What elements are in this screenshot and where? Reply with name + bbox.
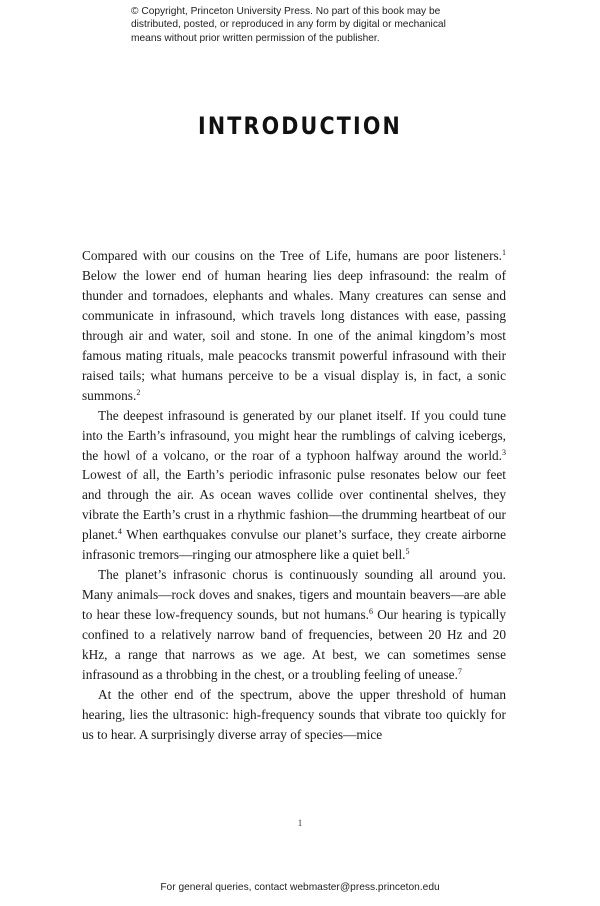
text-run: Below the lower end of human hearing lies deep infrasound: the realm of thunder and tornadoes, elephants and whales. Many creatures can sense and communicate in infrasound, which travels long distances with ease, passing through air and water, soil and stone. In one of the animal kingdom’s most famous mating rituals, male peacocks transmit powerful infrasound with their raised tails; what humans perceive to be a visual display is, in fact, a sonic summons. xyxy=(82,267,506,403)
footnote-ref[interactable]: 7 xyxy=(457,667,462,677)
footnote-ref[interactable]: 5 xyxy=(405,547,410,557)
paragraph xyxy=(82,565,506,685)
body-text xyxy=(82,246,506,745)
text-run: The deepest infrasound is generated by our planet itself. If you could tune into the Earth’s infrasound, you might hear the rumblings of calving icebergs, the howl of a volcano, or the roar of a typhoon halfway around the world. xyxy=(82,407,506,463)
text-run: Compared with our cousins on the Tree of Life, humans are poor listeners. xyxy=(82,248,502,263)
copyright-line: © Copyright, Princeton University Press. No part of this book may be xyxy=(131,6,441,17)
text-run: At the other end of the spectrum, above the upper threshold of human hearing, lies the ultrasonic: high-frequency sounds that vibrate too quickly for us to hear. A surprisingly diverse array of species—mice xyxy=(82,686,506,742)
text-run: Lowest of all, the Earth’s periodic infrasonic pulse resonates below our feet and through the air. As ocean waves collide over continental shelves, they vibrate the Earth’s crust in a rhythmic fashion—the drumming heartbeat of our planet. xyxy=(82,467,506,543)
footer-contact: For general queries, contact webmaster@press.princeton.edu xyxy=(160,882,440,893)
copyright-line: means without prior written permission of the publisher. xyxy=(131,32,380,44)
text-run: Our hearing is typically confined to a relatively narrow band of frequencies, between 20 Hz and 20 kHz, a range that narrows as we age. At best, we can sometimes sense infrasound as a throbbing in the chest, or a troubling feeling of unease. xyxy=(82,607,507,683)
footnote-ref[interactable]: 2 xyxy=(136,387,141,397)
copyright-line: distributed, posted, or reproduced in any form by digital or mechanical xyxy=(131,19,446,31)
footnote-ref[interactable]: 1 xyxy=(502,248,506,257)
footnote-ref[interactable]: 4 xyxy=(117,527,122,537)
text-run: The planet’s infrasonic chorus is continuously sounding all around you. Many animals—rock doves and snakes, tigers and mountain beavers—are able to hear these low-frequency sounds, but not humans. xyxy=(82,567,506,623)
copyright-notice xyxy=(131,5,511,45)
text-run: When earthquakes convulse our planet’s surface, they create airborne infrasonic tremors—ringing our atmosphere like a quiet bell. xyxy=(82,527,506,563)
footnote-ref[interactable]: 3 xyxy=(502,447,506,457)
paragraph xyxy=(82,406,506,566)
page-number: 1 xyxy=(297,818,303,828)
paragraph xyxy=(82,685,506,745)
paragraph xyxy=(82,246,506,406)
footnote-ref[interactable]: 6 xyxy=(368,607,373,617)
chapter-title: INTRODUCTION xyxy=(198,112,402,140)
